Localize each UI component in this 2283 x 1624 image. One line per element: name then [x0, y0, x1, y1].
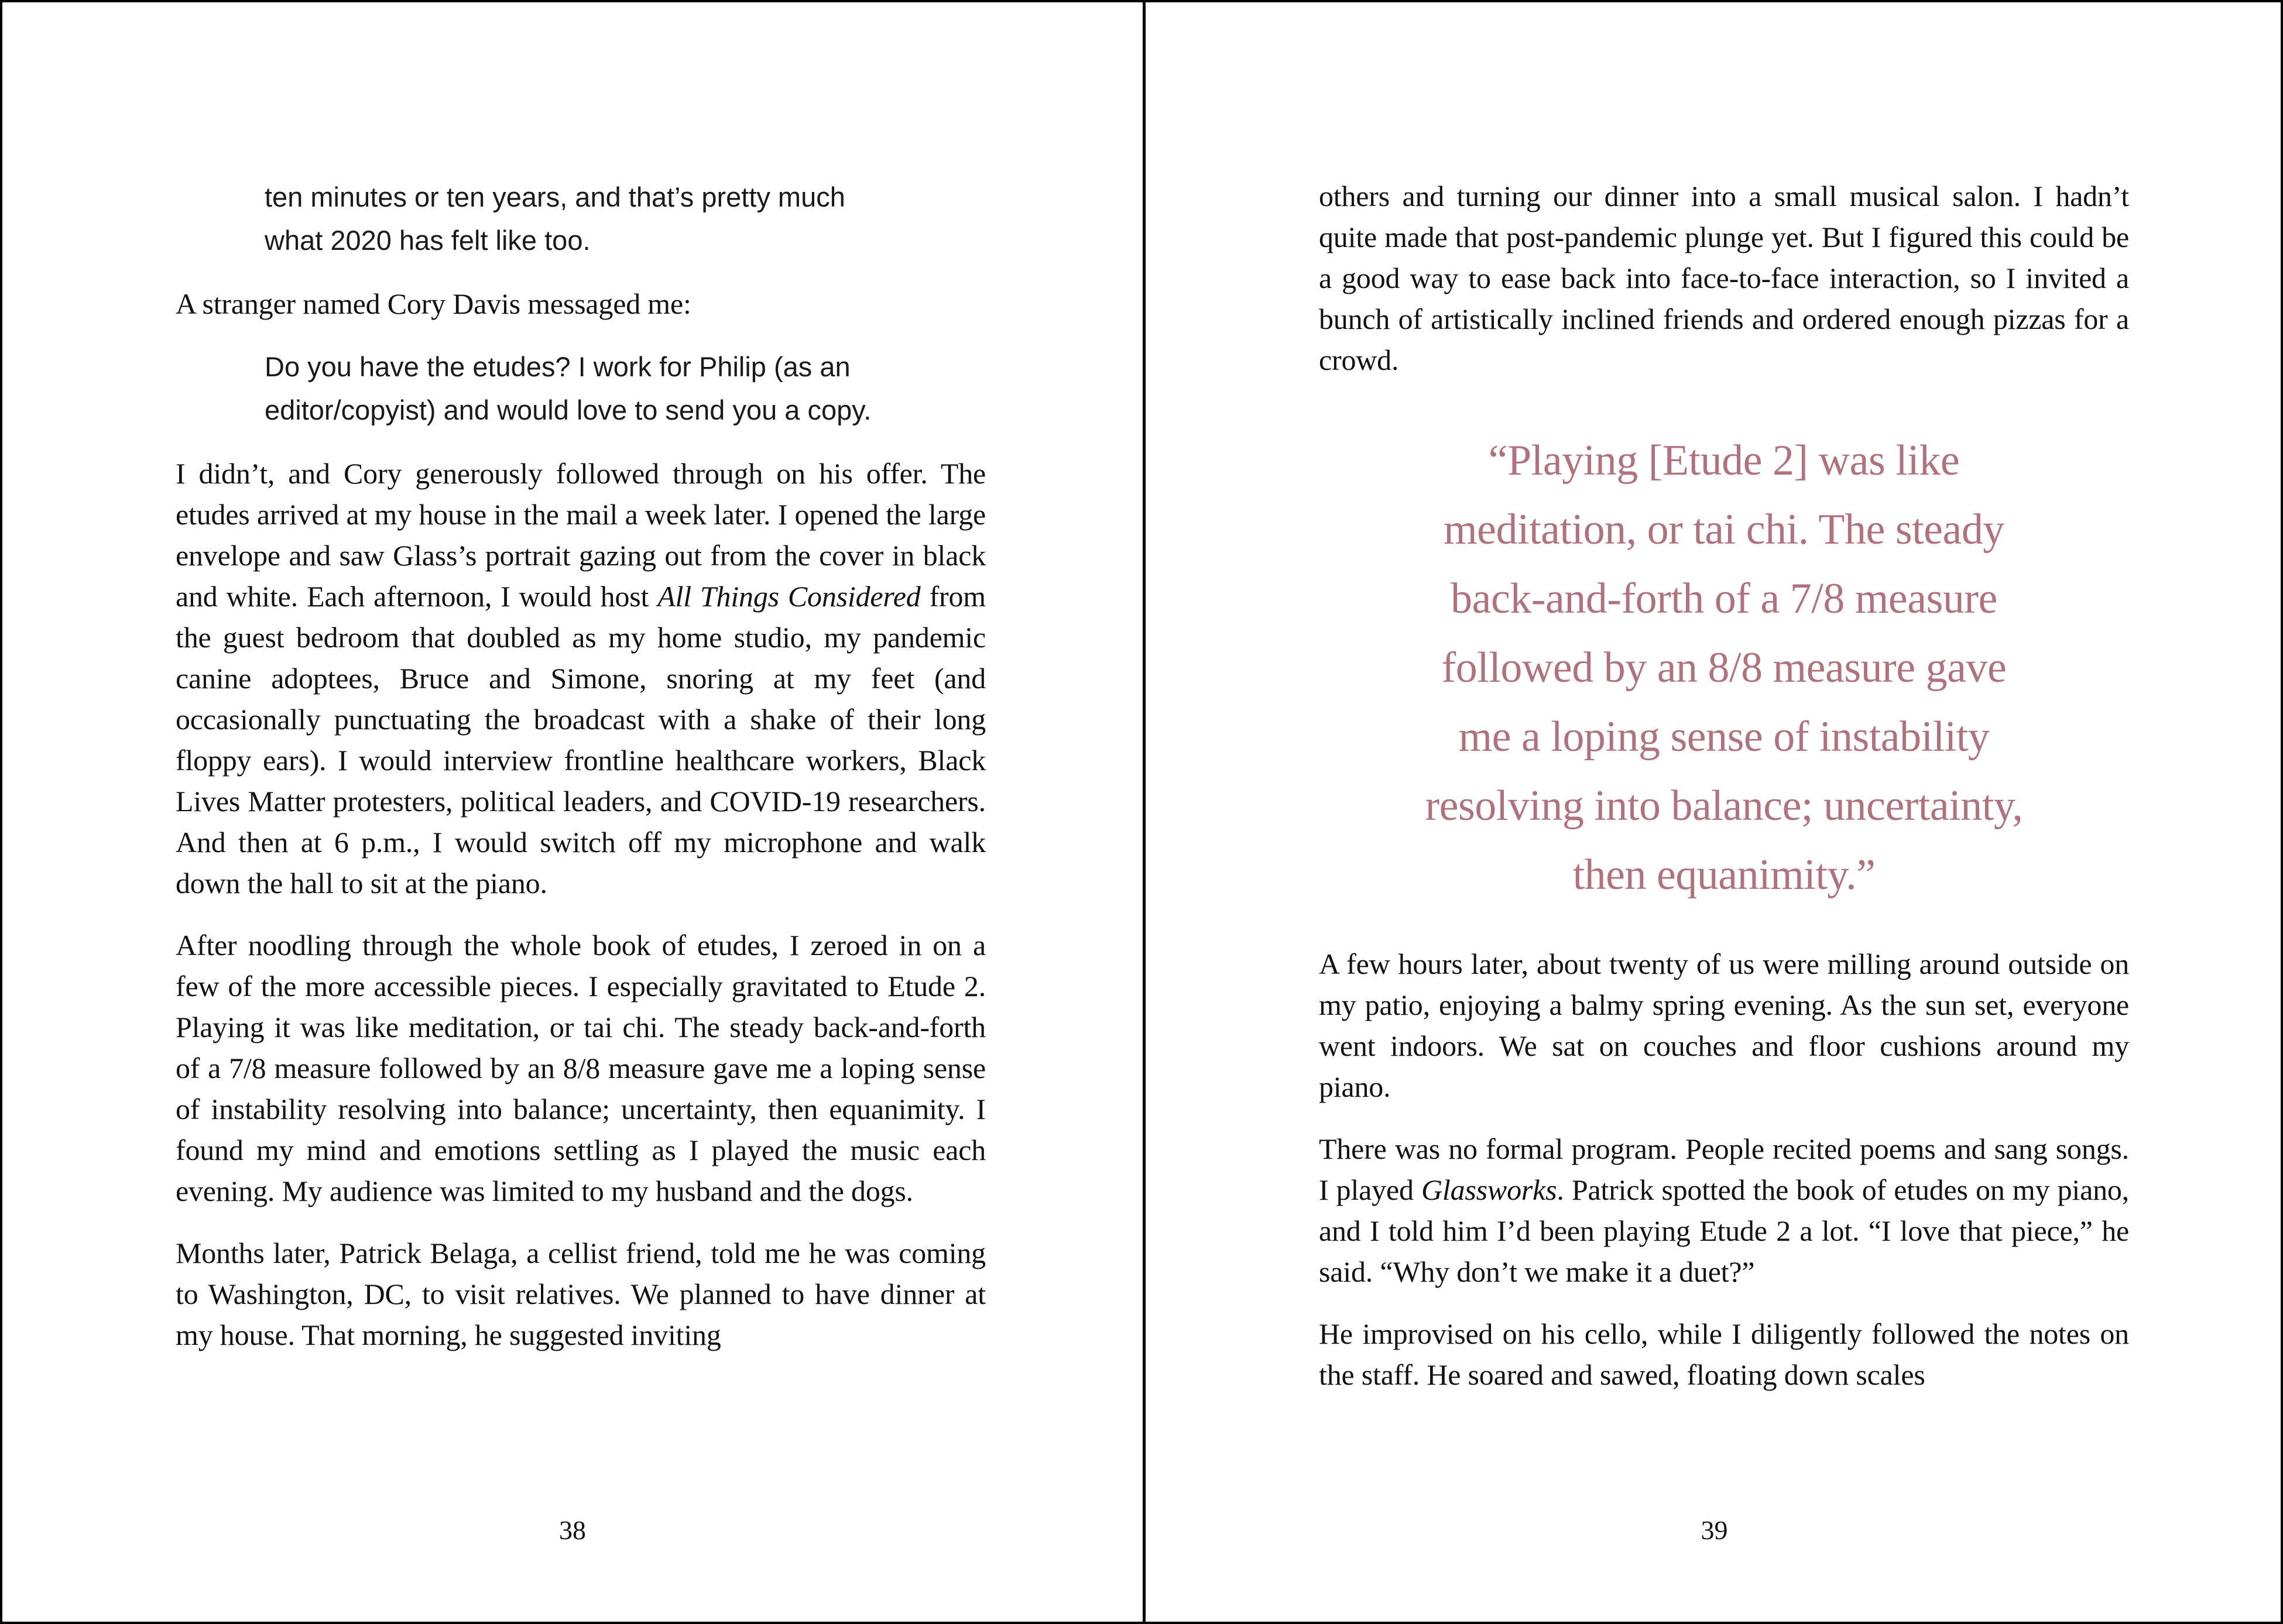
page-right-number: 39: [1701, 1515, 1728, 1545]
message-quote: [265, 345, 986, 432]
body-paragraph: [1319, 943, 2129, 1107]
text-run: others and turning our dinner into a small musical salon. I hadn’t quite made that post-pandemic plunge yet. But I figured this could be a good way to ease back into face-to-face interaction, so I invited a bunch of artistically inclined friends and ordered enough pizzas for a crowd.: [1319, 180, 2129, 376]
text-run: He improvised on his cello, while I diligently followed the notes on the staff. He soared and sawed, floating down scales: [1319, 1317, 2129, 1391]
body-paragraph: [1319, 1128, 2129, 1292]
text-run: . Patrick spotted the book of etudes on my piano, and I told him I’d been playing Etude 2 a lot. “I love that piece,” he said. “Why don’t we make it a duet?”: [1319, 1173, 2129, 1288]
italic-text: All Things Considered: [657, 580, 921, 613]
pull-quote-line: resolving into balance; uncertainty,: [1425, 782, 2023, 830]
pull-quote-line: followed by an 8/8 measure gave: [1441, 644, 2007, 692]
body-paragraph: [176, 1232, 986, 1355]
text-run: Months later, Patrick Belaga, a cellist friend, told me he was coming to Washington, DC, to visit relatives. We planned to have dinner at my house. That morning, he suggested inviting: [176, 1237, 986, 1351]
message-quote-line: Do you have the etudes? I work for Philip (as an: [265, 351, 851, 382]
text-run: A few hours later, about twenty of us were milling around outside on my patio, enjoying a balmy spring evening. As the sun set, everyone went indoors. We sat on couches and floor cushions around my piano.: [1319, 947, 2129, 1103]
body-paragraph: [176, 283, 986, 324]
body-paragraph: [1319, 176, 2129, 380]
message-quote-line: editor/copyist) and would love to send you a copy.: [265, 394, 872, 425]
text-run: I didn’t, and Cory generously followed through on his offer. The etudes arrived at my house in the mail a week later. I opened the large envelope and saw Glass’s portrait gazing out from the cover in black and white. Each afternoon, I would host: [176, 457, 986, 613]
pull-quote-line: back-and-forth of a 7/8 measure: [1451, 575, 1997, 623]
text-run: A stranger named Cory Davis messaged me:: [176, 287, 691, 320]
text-run: After noodling through the whole book of etudes, I zeroed in on a few of the more accessible pieces. I especially gravitated to Etude 2. Playing it was like meditation, or tai chi. The steady back-and-forth of a 7/8 measure followed by an 8/8 measure gave me a loping sense of instability resolving into balance; uncertainty, then equanimity. I found my mind and emotions settling as I played the music each evening. My audience was limited to my husband and the dogs.: [176, 929, 986, 1207]
italic-text: Glassworks: [1421, 1173, 1557, 1206]
pull-quote-line: then equanimity.”: [1572, 851, 1876, 899]
pull-quote: [1325, 426, 2123, 909]
pull-quote-line: meditation, or tai chi. The steady: [1444, 506, 2004, 554]
page-right-content: [1319, 176, 2129, 1416]
pull-quote-line: “Playing [Etude 2] was like: [1488, 437, 1960, 485]
page-left: [2, 2, 1143, 1622]
text-run: There was no formal program. People recited poems and sang songs. I played: [1319, 1132, 2129, 1206]
message-quote-line: what 2020 has felt like too.: [265, 225, 591, 256]
message-quote: [265, 176, 986, 262]
page-right: [1146, 2, 2283, 1622]
body-paragraph: [176, 925, 986, 1211]
pull-quote-line: me a loping sense of instability: [1458, 713, 1990, 761]
body-paragraph: [1319, 1313, 2129, 1395]
body-paragraph: [176, 453, 986, 904]
text-run: from the guest bedroom that doubled as my home studio, my pandemic canine adoptees, Bruce and Simone, snoring at my feet (and occasionally punctuating the broadcast with a shake of their long floppy ears). I would interview frontline healthcare workers, Black Lives Matter protesters, political leaders, and COVID-19 researchers. And then at 6 p.m., I would switch off my microphone and walk down the hall to sit at the piano.: [176, 580, 986, 899]
page-left-content: [176, 176, 986, 1376]
message-quote-line: ten minutes or ten years, and that’s pretty much: [265, 181, 845, 212]
page-left-number: 38: [559, 1515, 586, 1545]
